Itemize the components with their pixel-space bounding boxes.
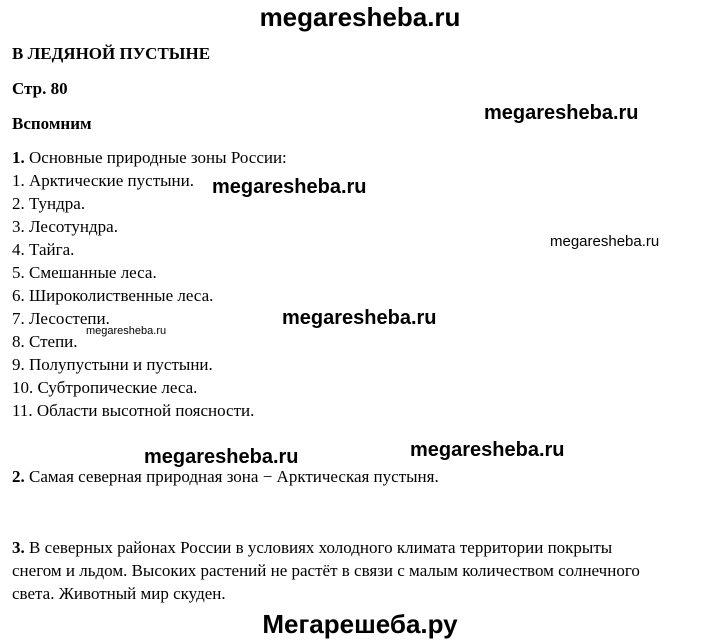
list-item: 4. Тайга. <box>12 240 75 259</box>
question-2 <box>12 467 439 487</box>
question-2-number: 2. <box>12 467 25 486</box>
watermark-inline-1: megaresheba.ru <box>212 176 367 198</box>
question-1-number: 1. <box>12 148 25 167</box>
question-3-number: 3. <box>12 538 25 557</box>
document-title: В ЛЕДЯНОЙ ПУСТЫНЕ <box>12 44 211 63</box>
watermark-mid: megaresheba.ru <box>282 307 437 329</box>
question-3-line-1 <box>12 538 612 558</box>
list-item: 11. Области высотной поясности. <box>12 401 255 420</box>
list-item: 7. Лесостепи. <box>12 309 110 328</box>
question-1-text: Основные природные зоны России: <box>29 148 287 167</box>
watermark-small-1: megaresheba.ru <box>550 233 660 250</box>
question-2-text: Самая северная природная зона − Арктическая пустыня. <box>29 467 439 486</box>
list-item: 6. Широколиственные леса. <box>12 286 214 305</box>
list-item: 8. Степи. <box>12 332 78 351</box>
watermark-bottom: Мегарешеба.ру <box>262 609 458 639</box>
list-item: 5. Смешанные леса. <box>12 263 157 282</box>
watermark-top: megaresheba.ru <box>259 2 461 32</box>
watermark-left-2: megaresheba.ru <box>144 446 299 468</box>
watermark-small-2: megaresheba.ru <box>86 325 167 337</box>
question-3-line-2: снегом и льдом. Высоких растений не растёт в связи с малым количеством солнечного <box>12 561 640 580</box>
list-item: 3. Лесотундра. <box>12 217 118 236</box>
question-3-text: В северных районах России в условиях холодного климата территории покрыты <box>29 538 613 557</box>
page-number: Стр. 80 <box>12 79 68 98</box>
list-item: 1. Арктические пустыни. <box>12 171 194 190</box>
list-item: 10. Субтропические леса. <box>12 378 198 397</box>
list-item: 9. Полупустыни и пустыни. <box>12 355 213 374</box>
question-3-line-3: света. Животный мир скуден. <box>12 584 226 603</box>
watermark-right-1: megaresheba.ru <box>484 102 639 124</box>
section-heading: Вспомним <box>12 114 92 133</box>
question-1-heading <box>12 148 287 168</box>
list-item: 2. Тундра. <box>12 194 86 213</box>
watermark-right-2: megaresheba.ru <box>410 439 565 461</box>
